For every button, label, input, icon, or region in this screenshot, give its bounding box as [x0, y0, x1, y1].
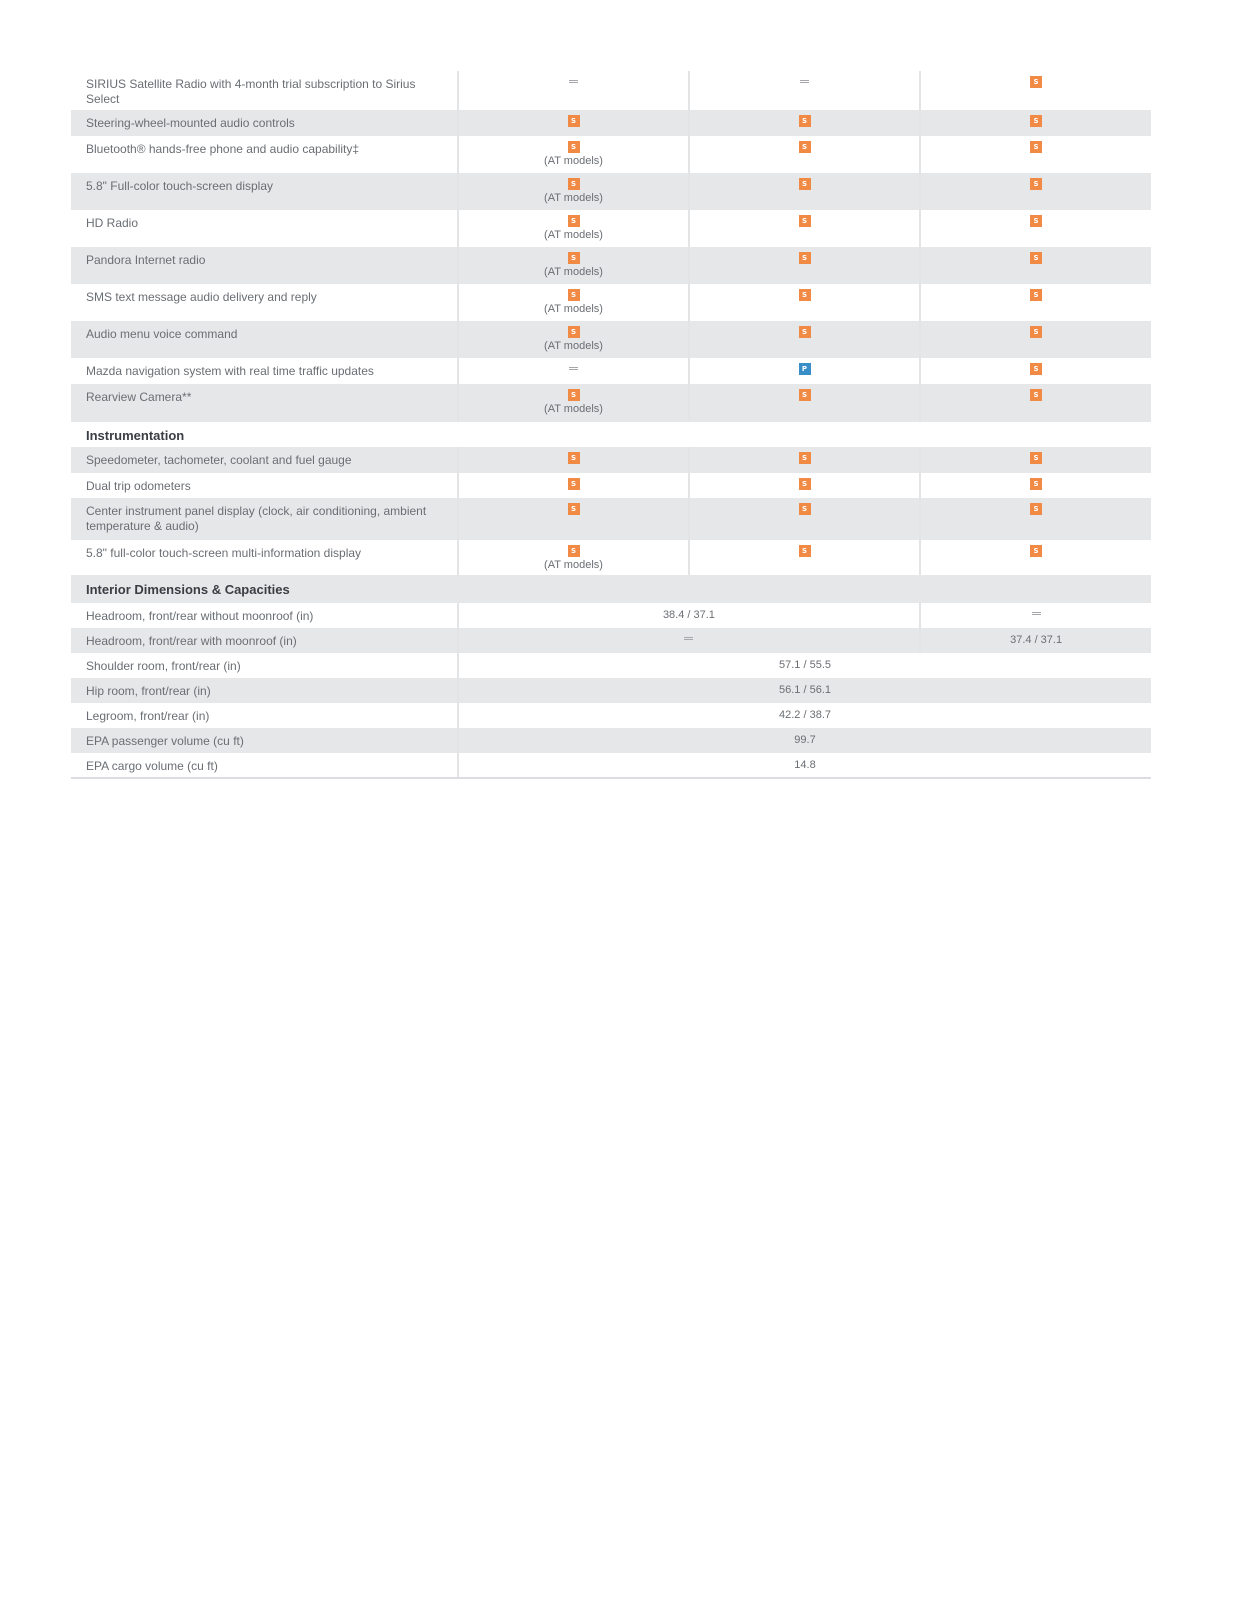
trim-cell: [919, 284, 1151, 321]
standard-badge-icon: S: [568, 289, 580, 301]
standard-badge-icon: S: [568, 389, 580, 401]
trim-cell: [919, 173, 1151, 210]
unavailable-cell: [457, 628, 920, 653]
availability-note: (AT models): [544, 403, 603, 415]
availability-note: (AT models): [544, 155, 603, 167]
section-heading: Interior Dimensions & Capacities: [86, 582, 290, 597]
table-row: [71, 384, 1151, 422]
standard-badge-icon: S: [799, 503, 811, 515]
standard-badge-icon: S: [1030, 115, 1042, 127]
value-cell: 42.2 / 38.7: [457, 703, 1151, 728]
trim-cell: [457, 321, 688, 358]
trim-cell: [919, 447, 1151, 473]
trim-cell: [919, 473, 1151, 498]
standard-badge-icon: S: [799, 115, 811, 127]
table-row: [71, 653, 1151, 678]
row-label: Speedometer, tachometer, coolant and fuel gauge: [86, 453, 352, 467]
standard-badge-icon: S: [568, 503, 580, 515]
trim-cell: [688, 71, 919, 110]
value-cell: 14.8: [457, 753, 1151, 777]
standard-badge-icon: S: [1030, 545, 1042, 557]
table-row: [71, 603, 1151, 628]
trim-cell: [688, 447, 919, 473]
row-label: Pandora Internet radio: [86, 253, 206, 267]
standard-badge-icon: S: [1030, 178, 1042, 190]
table-row: [71, 210, 1151, 247]
trim-cell: [919, 384, 1151, 422]
standard-badge-icon: S: [799, 389, 811, 401]
standard-badge-icon: S: [1030, 503, 1042, 515]
standard-badge-icon: S: [568, 545, 580, 557]
table-row: [71, 110, 1151, 136]
standard-badge-icon: S: [1030, 141, 1042, 153]
row-label: SIRIUS Satellite Radio with 4-month trial subscription to Sirius Select: [86, 77, 416, 106]
package-badge-icon: P: [799, 363, 811, 375]
trim-cell: [457, 247, 688, 284]
trim-cell: [688, 210, 919, 247]
value-cell: 56.1 / 56.1: [457, 678, 1151, 703]
dash-icon: [569, 80, 578, 83]
value-cell: 57.1 / 55.5: [457, 653, 1151, 678]
trim-cell: [919, 136, 1151, 173]
table-row: [71, 321, 1151, 358]
table-row: [71, 136, 1151, 173]
trim-cell: [688, 136, 919, 173]
table-row: [71, 173, 1151, 210]
standard-badge-icon: S: [1030, 326, 1042, 338]
standard-badge-icon: S: [799, 545, 811, 557]
standard-badge-icon: S: [1030, 76, 1042, 88]
unavailable-cell: [919, 603, 1151, 628]
standard-badge-icon: S: [1030, 252, 1042, 264]
standard-badge-icon: S: [799, 452, 811, 464]
table-row: [71, 753, 1151, 779]
standard-badge-icon: S: [568, 178, 580, 190]
row-label: Headroom, front/rear with moonroof (in): [86, 634, 297, 648]
table-row: [71, 71, 1151, 110]
row-label: 5.8" Full-color touch-screen display: [86, 179, 274, 193]
trim-cell: [457, 498, 688, 540]
trim-cell: [457, 358, 688, 384]
row-label: Steering-wheel-mounted audio controls: [86, 116, 295, 130]
trim-cell: [919, 110, 1151, 136]
availability-note: (AT models): [544, 266, 603, 278]
table-row: [71, 540, 1151, 575]
dash-icon: [684, 637, 693, 640]
trim-cell: [688, 384, 919, 422]
trim-cell: [457, 173, 688, 210]
instrumentation-heading-row: [71, 422, 1151, 447]
trim-cell: [457, 110, 688, 136]
value-cell: 38.4 / 37.1: [457, 603, 920, 628]
standard-badge-icon: S: [1030, 215, 1042, 227]
availability-note: (AT models): [544, 192, 603, 204]
trim-cell: [919, 210, 1151, 247]
audio-section: [71, 71, 1151, 422]
standard-badge-icon: S: [568, 141, 580, 153]
standard-badge-icon: S: [799, 326, 811, 338]
table-row: [71, 284, 1151, 321]
standard-badge-icon: S: [799, 178, 811, 190]
row-label: Mazda navigation system with real time traffic updates: [86, 364, 374, 378]
standard-badge-icon: S: [1030, 478, 1042, 490]
row-label: Center instrument panel display (clock, air conditioning, ambient temperature & audio): [86, 504, 427, 533]
standard-badge-icon: S: [568, 326, 580, 338]
trim-cell: [919, 498, 1151, 540]
trim-cell: [457, 447, 688, 473]
trim-cell: [688, 110, 919, 136]
trim-cell: [457, 473, 688, 498]
table-row: [71, 358, 1151, 384]
row-label: EPA passenger volume (cu ft): [86, 734, 244, 748]
standard-badge-icon: S: [799, 289, 811, 301]
table-row: [71, 678, 1151, 703]
dash-icon: [1032, 612, 1041, 615]
row-label: Bluetooth® hands-free phone and audio capability‡: [86, 142, 360, 156]
row-label: HD Radio: [86, 216, 139, 230]
standard-badge-icon: S: [568, 252, 580, 264]
standard-badge-icon: S: [568, 478, 580, 490]
standard-badge-icon: S: [799, 478, 811, 490]
value-cell: 99.7: [457, 728, 1151, 753]
standard-badge-icon: S: [1030, 363, 1042, 375]
availability-note: (AT models): [544, 340, 603, 352]
spec-table: [71, 71, 1151, 779]
standard-badge-icon: S: [1030, 289, 1042, 301]
table-row: [71, 628, 1151, 653]
trim-cell: [688, 321, 919, 358]
trim-cell: [688, 358, 919, 384]
standard-badge-icon: S: [799, 215, 811, 227]
standard-badge-icon: S: [1030, 452, 1042, 464]
standard-badge-icon: S: [568, 115, 580, 127]
row-label: Shoulder room, front/rear (in): [86, 659, 241, 673]
standard-badge-icon: S: [568, 452, 580, 464]
trim-cell: [688, 247, 919, 284]
row-label: Dual trip odometers: [86, 479, 191, 493]
trim-cell: [919, 247, 1151, 284]
row-label: Headroom, front/rear without moonroof (in): [86, 609, 314, 623]
trim-cell: [457, 540, 688, 575]
row-label: Rearview Camera**: [86, 390, 192, 404]
trim-cell: [688, 540, 919, 575]
trim-cell: [688, 498, 919, 540]
row-label: EPA cargo volume (cu ft): [86, 759, 218, 773]
trim-cell: [919, 540, 1151, 575]
availability-note: (AT models): [544, 559, 603, 571]
trim-cell: [688, 284, 919, 321]
table-row: [71, 473, 1151, 498]
standard-badge-icon: S: [1030, 389, 1042, 401]
trim-cell: [457, 284, 688, 321]
trim-cell: [688, 173, 919, 210]
section-heading: Instrumentation: [86, 428, 185, 443]
standard-badge-icon: S: [799, 252, 811, 264]
trim-cell: [457, 136, 688, 173]
trim-cell: [919, 321, 1151, 358]
standard-badge-icon: S: [568, 215, 580, 227]
table-row: [71, 247, 1151, 284]
table-row: [71, 703, 1151, 728]
availability-note: (AT models): [544, 303, 603, 315]
availability-note: (AT models): [544, 229, 603, 241]
table-row: [71, 498, 1151, 540]
trim-cell: [457, 384, 688, 422]
row-label: 5.8" full-color touch-screen multi-information display: [86, 546, 362, 560]
trim-cell: [457, 71, 688, 110]
row-label: Hip room, front/rear (in): [86, 684, 211, 698]
value-cell: 37.4 / 37.1: [919, 628, 1151, 653]
dash-icon: [800, 80, 809, 83]
trim-cell: [919, 358, 1151, 384]
dash-icon: [569, 367, 578, 370]
instrumentation-section: [71, 447, 1151, 575]
trim-cell: [688, 473, 919, 498]
trim-cell: [457, 210, 688, 247]
row-label: Audio menu voice command: [86, 327, 238, 341]
dimensions-heading-row: [71, 575, 1151, 603]
table-row: [71, 728, 1151, 753]
table-row: [71, 447, 1151, 473]
row-label: SMS text message audio delivery and reply: [86, 290, 317, 304]
trim-cell: [919, 71, 1151, 110]
row-label: Legroom, front/rear (in): [86, 709, 210, 723]
standard-badge-icon: S: [799, 141, 811, 153]
